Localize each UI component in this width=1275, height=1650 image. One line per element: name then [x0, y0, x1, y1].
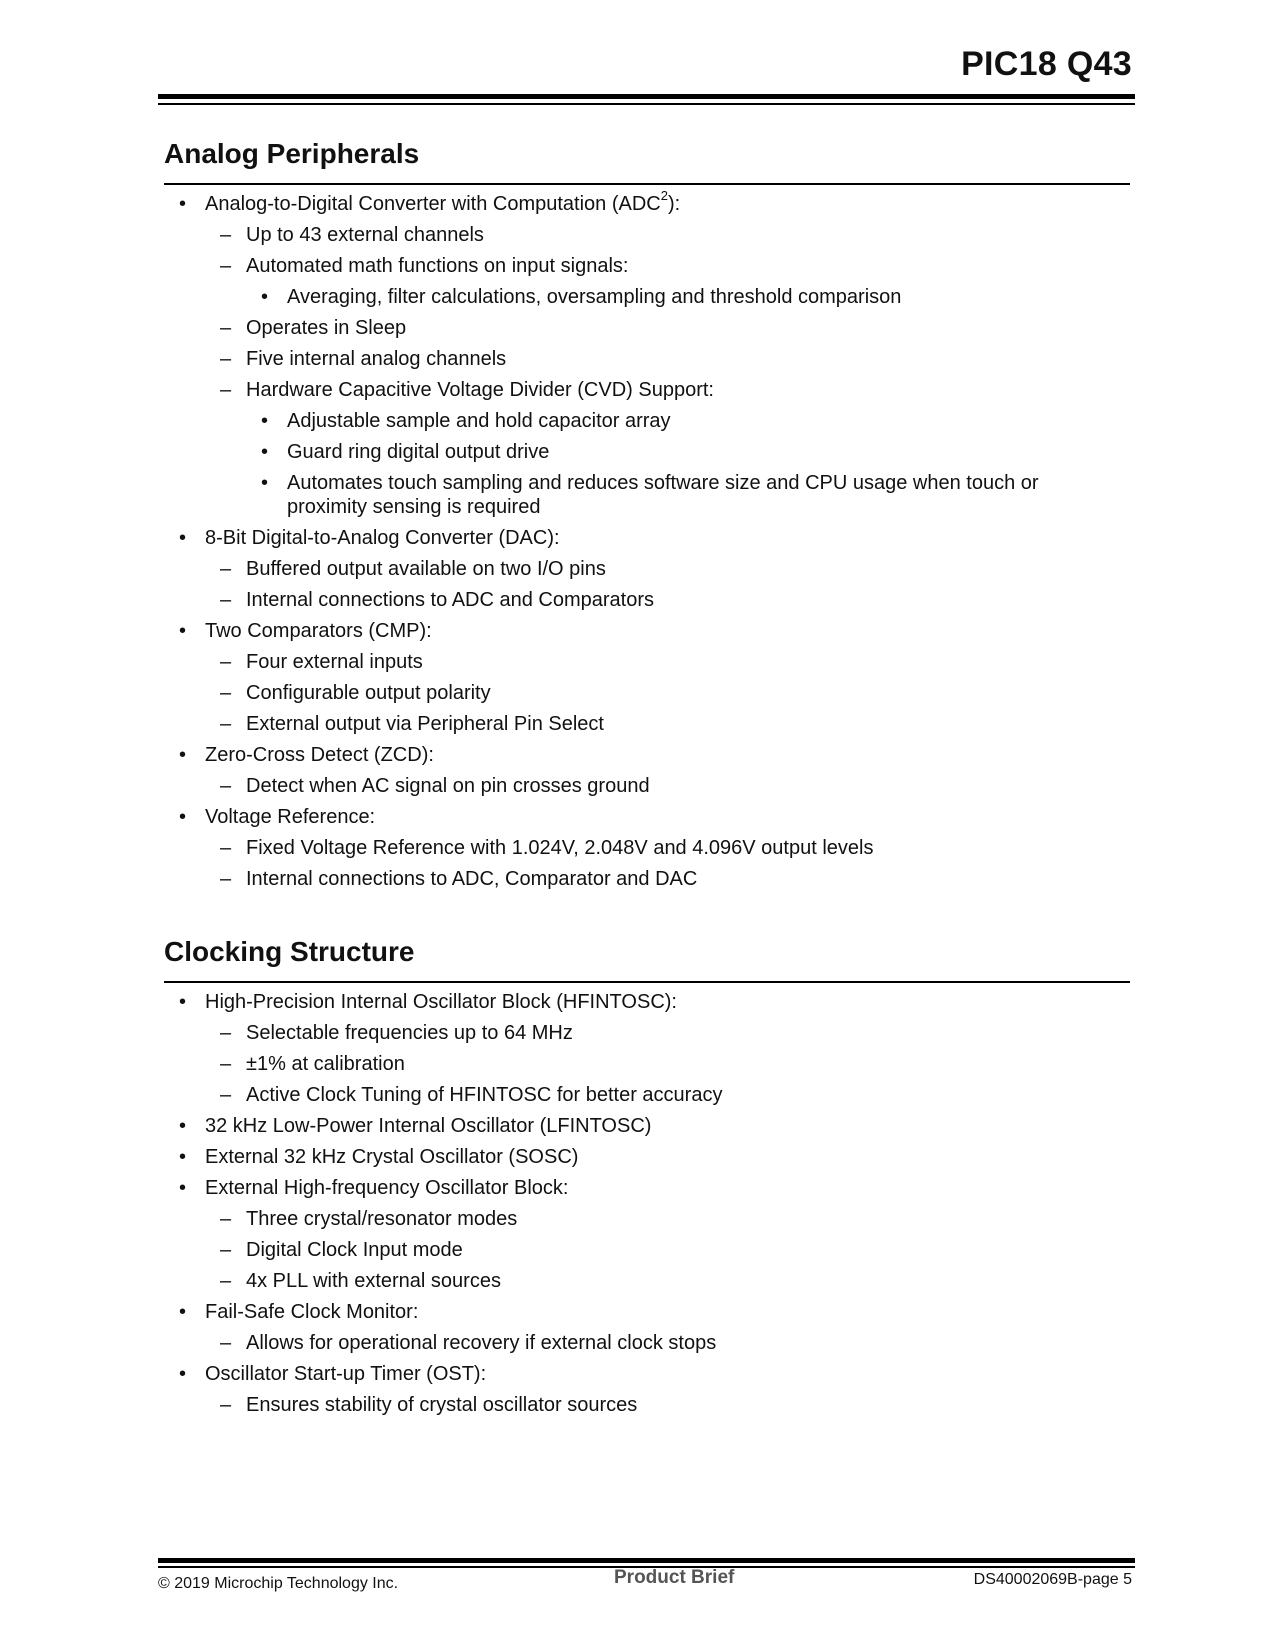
dash-marker: –: [220, 317, 232, 339]
item-text: Configurable output polarity: [246, 682, 491, 704]
bullet-marker: •: [179, 991, 187, 1013]
item-text: Internal connections to ADC and Comparators: [246, 589, 654, 611]
item-text: External High-frequency Oscillator Block:: [205, 1177, 569, 1199]
item-text: Analog-to-Digital Converter with Computation (ADC: [205, 193, 661, 215]
bullet-marker: •: [179, 1177, 187, 1199]
dash-marker: –: [220, 1053, 232, 1075]
section-rule: [164, 183, 1130, 185]
list-subitem: [164, 1238, 1130, 1262]
item-text: Digital Clock Input mode: [246, 1239, 463, 1261]
list-item-dac: [164, 526, 1130, 550]
dash-marker: –: [220, 1022, 232, 1044]
analog-feature-list: [164, 188, 1130, 891]
dash-marker: –: [220, 651, 232, 673]
dash-marker: –: [220, 379, 232, 401]
list-subitem: [164, 316, 1130, 340]
dash-marker: –: [220, 558, 232, 580]
item-text: Hardware Capacitive Voltage Divider (CVD) Support:: [246, 379, 714, 401]
dash-marker: –: [220, 775, 232, 797]
section-rule: [164, 981, 1130, 983]
bullet-marker: •: [261, 441, 269, 463]
list-subitem: [164, 1269, 1130, 1293]
item-text: Fail-Safe Clock Monitor:: [205, 1301, 419, 1323]
item-text: Automated math functions on input signals:: [246, 255, 629, 277]
list-item-sosc: [164, 1145, 1130, 1169]
list-item-cmp: [164, 619, 1130, 643]
list-subitem: [164, 681, 1130, 705]
dash-marker: –: [220, 682, 232, 704]
item-text: Fixed Voltage Reference with 1.024V, 2.048V and 4.096V output levels: [246, 837, 874, 859]
item-text: Allows for operational recovery if external clock stops: [246, 1332, 717, 1354]
list-item-ost: [164, 1362, 1130, 1386]
dash-marker: –: [220, 1239, 232, 1261]
list-subitem: [164, 254, 1130, 278]
list-item-lfintosc: [164, 1114, 1130, 1138]
item-text: Ensures stability of crystal oscillator sources: [246, 1394, 638, 1416]
item-text: Zero-Cross Detect (ZCD):: [205, 744, 434, 766]
dash-marker: –: [220, 1084, 232, 1106]
item-text: Voltage Reference:: [205, 806, 376, 828]
footer-doc-type: Product Brief: [614, 1567, 735, 1588]
list-subitem: [164, 867, 1130, 891]
bullet-marker: •: [179, 1301, 187, 1323]
list-subitem: [164, 1021, 1130, 1045]
section-analog-peripherals: [164, 134, 1130, 891]
list-item-hfintosc: [164, 990, 1130, 1014]
bullet-marker: •: [179, 527, 187, 549]
list-subitem: [164, 1052, 1130, 1076]
item-text: ):: [667, 193, 681, 215]
item-text: Operates in Sleep: [246, 317, 407, 339]
list-item-ext-hf: [164, 1176, 1130, 1200]
header-rule-thick: [158, 94, 1135, 99]
item-text: 32 kHz Low-Power Internal Oscillator (LFINTOSC): [205, 1115, 652, 1137]
item-text: Internal connections to ADC, Comparator and DAC: [246, 868, 698, 890]
dash-marker: –: [220, 589, 232, 611]
list-subsubitem: [164, 471, 1130, 519]
list-subitem: [164, 1393, 1130, 1417]
bullet-marker: •: [179, 193, 187, 215]
list-subitem: [164, 1083, 1130, 1107]
item-text: Active Clock Tuning of HFINTOSC for better accuracy: [246, 1084, 723, 1106]
footer-copyright: © 2019 Microchip Technology Inc.: [158, 1575, 399, 1592]
list-subitem: [164, 347, 1130, 371]
item-text: ±1% at calibration: [246, 1053, 405, 1075]
dash-marker: –: [220, 1208, 232, 1230]
dash-marker: –: [220, 837, 232, 859]
item-text: Two Comparators (CMP):: [205, 620, 432, 642]
section-clocking-structure: [164, 932, 1130, 1417]
header-rule-thin: [158, 103, 1135, 105]
list-item-vref: [164, 805, 1130, 829]
bullet-marker: •: [261, 286, 269, 308]
bullet-marker: •: [179, 1363, 187, 1385]
bullet-marker: •: [261, 472, 269, 494]
dash-marker: –: [220, 1270, 232, 1292]
list-subitem: [164, 557, 1130, 581]
bullet-marker: •: [179, 1115, 187, 1137]
item-text: Selectable frequencies up to 64 MHz: [246, 1022, 573, 1044]
list-subitem: [164, 588, 1130, 612]
list-subsubitem: [164, 409, 1130, 433]
bullet-marker: •: [179, 744, 187, 766]
list-subitem: [164, 1207, 1130, 1231]
dash-marker: –: [220, 255, 232, 277]
item-text: External output via Peripheral Pin Select: [246, 713, 604, 735]
bullet-marker: •: [179, 806, 187, 828]
dash-marker: –: [220, 713, 232, 735]
list-subitem: [164, 774, 1130, 798]
item-text: Automates touch sampling and reduces software size and CPU usage when touch or proximity sensing is required: [287, 472, 1039, 518]
bullet-marker: •: [179, 1146, 187, 1168]
item-text: 4x PLL with external sources: [246, 1270, 501, 1292]
dash-marker: –: [220, 348, 232, 370]
dash-marker: –: [220, 224, 232, 246]
item-text: Adjustable sample and hold capacitor array: [287, 410, 671, 432]
list-subitem: [164, 378, 1130, 402]
list-subitem: [164, 650, 1130, 674]
item-text: Buffered output available on two I/O pins: [246, 558, 606, 580]
item-text: Five internal analog channels: [246, 348, 507, 370]
footer-rule-thick: [158, 1558, 1135, 1563]
item-text: Four external inputs: [246, 651, 423, 673]
item-text: External 32 kHz Crystal Oscillator (SOSC): [205, 1146, 579, 1168]
list-subitem: [164, 223, 1130, 247]
item-text: Oscillator Start-up Timer (OST):: [205, 1363, 487, 1385]
item-text: High-Precision Internal Oscillator Block (HFINTOSC):: [205, 991, 677, 1013]
list-item-zcd: [164, 743, 1130, 767]
clocking-feature-list: [164, 990, 1130, 1417]
bullet-marker: •: [261, 410, 269, 432]
item-text: Detect when AC signal on pin crosses ground: [246, 775, 650, 797]
item-text: Guard ring digital output drive: [287, 441, 550, 463]
section-heading: Clocking Structure: [164, 936, 415, 967]
item-text: Three crystal/resonator modes: [246, 1208, 518, 1230]
bullet-marker: •: [179, 620, 187, 642]
item-text: 8-Bit Digital-to-Analog Converter (DAC):: [205, 527, 560, 549]
list-subitem: [164, 836, 1130, 860]
list-subsubitem: [164, 440, 1130, 464]
list-item-fscm: [164, 1300, 1130, 1324]
item-text: Up to 43 external channels: [246, 224, 484, 246]
list-subsubitem: [164, 285, 1130, 309]
item-text: Averaging, filter calculations, oversampling and threshold comparison: [287, 286, 902, 308]
list-subitem: [164, 712, 1130, 736]
section-heading: Analog Peripherals: [164, 138, 420, 169]
dash-marker: –: [220, 868, 232, 890]
document-title: PIC18 Q43: [961, 45, 1132, 83]
dash-marker: –: [220, 1332, 232, 1354]
footnote-superscript: 2: [660, 188, 668, 204]
list-subitem: [164, 1331, 1130, 1355]
list-item-adc: [164, 188, 1130, 216]
dash-marker: –: [220, 1394, 232, 1416]
footer-page-ref: DS40002069B-page 5: [973, 1571, 1132, 1588]
